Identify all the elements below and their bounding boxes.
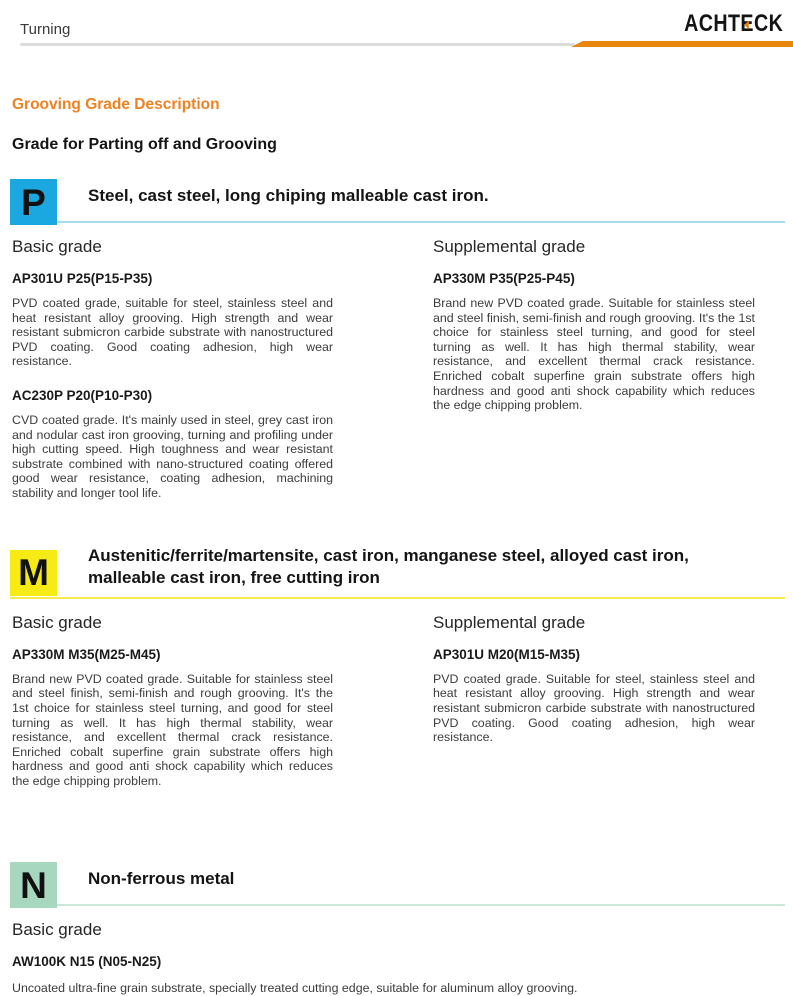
section-m (10, 541, 785, 789)
basic-grade-column (12, 599, 333, 789)
basic-grade-column (12, 906, 785, 996)
header-accent-bar (571, 41, 793, 47)
section-m-columns (10, 599, 785, 789)
column-heading-supplemental: Supplemental grade (433, 612, 586, 632)
column-heading-basic: Basic grade (12, 612, 102, 632)
section-p-title: Steel, cast steel, long chiping malleable cast iron. (88, 185, 489, 205)
grade-name: AP301U M20(M15-M35) (433, 646, 581, 662)
section-n-title: Non-ferrous metal (88, 869, 235, 889)
grade-name: AP330M P35(P25-P45) (433, 271, 575, 286)
page-header (0, 0, 793, 38)
grade-entry (433, 271, 755, 413)
grade-entry (12, 388, 333, 501)
logo-accent-icon (744, 21, 749, 29)
grade-name: AP301U P25(P15-P35) (12, 271, 153, 286)
grade-entry (12, 954, 785, 996)
grade-name: AP330M M35(M25-M45) (12, 646, 161, 662)
grade-entry (433, 647, 755, 745)
column-heading-basic: Basic grade (12, 237, 102, 256)
iso-class-letter-p: P (10, 179, 57, 225)
section-p (10, 175, 785, 501)
brand-logo-text: ACHTECK (684, 10, 784, 37)
grade-name: AC230P P20(P10-P30) (12, 387, 153, 403)
grade-description: Brand new PVD coated grade. Suitable for stainless steel and steel finish, semi-finish and rough grooving. It's the 1st choice for stainless steel turning, and good for steel turning as well. It has high thermal stability, wear resistance, and excellent thermal crack resistance. Enriched cobalt superfine grain substrate offers high hardness and good anti shock capability which reduces the edge chipping problem. (12, 671, 333, 788)
section-n-header (10, 858, 785, 906)
grade-description: Uncoated ultra-fine grain substrate, specially treated cutting edge, suitable for aluminum alloy grooving. (12, 981, 578, 996)
supplemental-grade-column (433, 599, 755, 789)
header-rule (0, 40, 793, 50)
column-heading-basic: Basic grade (12, 920, 102, 940)
header-rule-line (20, 43, 575, 46)
grade-entry (12, 271, 333, 369)
section-n-columns (10, 906, 785, 996)
column-heading-supplemental: Supplemental grade (433, 237, 586, 256)
grade-description: Brand new PVD coated grade. Suitable for stainless steel and steel finish, semi-finish and rough grooving. It's the 1st choice for stainless steel turning, and good for steel turning as well. It has high thermal stability, wear resistance, and excellent thermal crack resistance. Enriched cobalt superfine grain substrate offers high hardness and good anti shock capability which reduces the edge chipping problem. (433, 296, 755, 413)
document-subtitle: Grade for Parting off and Grooving (12, 136, 277, 153)
section-n (10, 858, 785, 996)
grade-description: PVD coated grade. Suitable for steel, stainless steel and heat resistant alloy grooving. High strength and wear resistant submicron carbide substrate with nanostructured PVD coating. Good coating adhesion, high wear resistance. (433, 671, 755, 745)
section-m-title: Austenitic/ferrite/martensite, cast iron, manganese steel, alloyed cast iron, malleable cast iron, free cutting iron (88, 545, 689, 587)
iso-class-letter-n: N (10, 862, 57, 908)
section-m-header (10, 541, 785, 599)
basic-grade-column (12, 223, 333, 501)
grade-description: PVD coated grade, suitable for steel, stainless steel and heat resistant alloy grooving. High strength and wear resistant submicron carbide substrate with nanostructured PVD coating. Good coating adhesion, high wear resistance. (12, 296, 333, 369)
page-section-label: Turning (20, 21, 71, 38)
iso-class-letter-m: M (10, 550, 57, 596)
grade-name: AW100K N15 (N05-N25) (12, 954, 162, 970)
document-title: Grooving Grade Description (12, 96, 220, 113)
section-p-columns (10, 223, 785, 501)
brand-logo (684, 10, 785, 38)
supplemental-grade-column (433, 223, 755, 501)
section-p-header (10, 175, 785, 223)
grade-entry (12, 647, 333, 789)
grade-description: CVD coated grade. It's mainly used in steel, grey cast iron and nodular cast iron grooving, turning and profiling under high cutting speed. High toughness and wear resistant substrate combined with nano-structured coating offered good wear resistance, coating adhesion, machining stability and longer tool life. (12, 412, 333, 500)
